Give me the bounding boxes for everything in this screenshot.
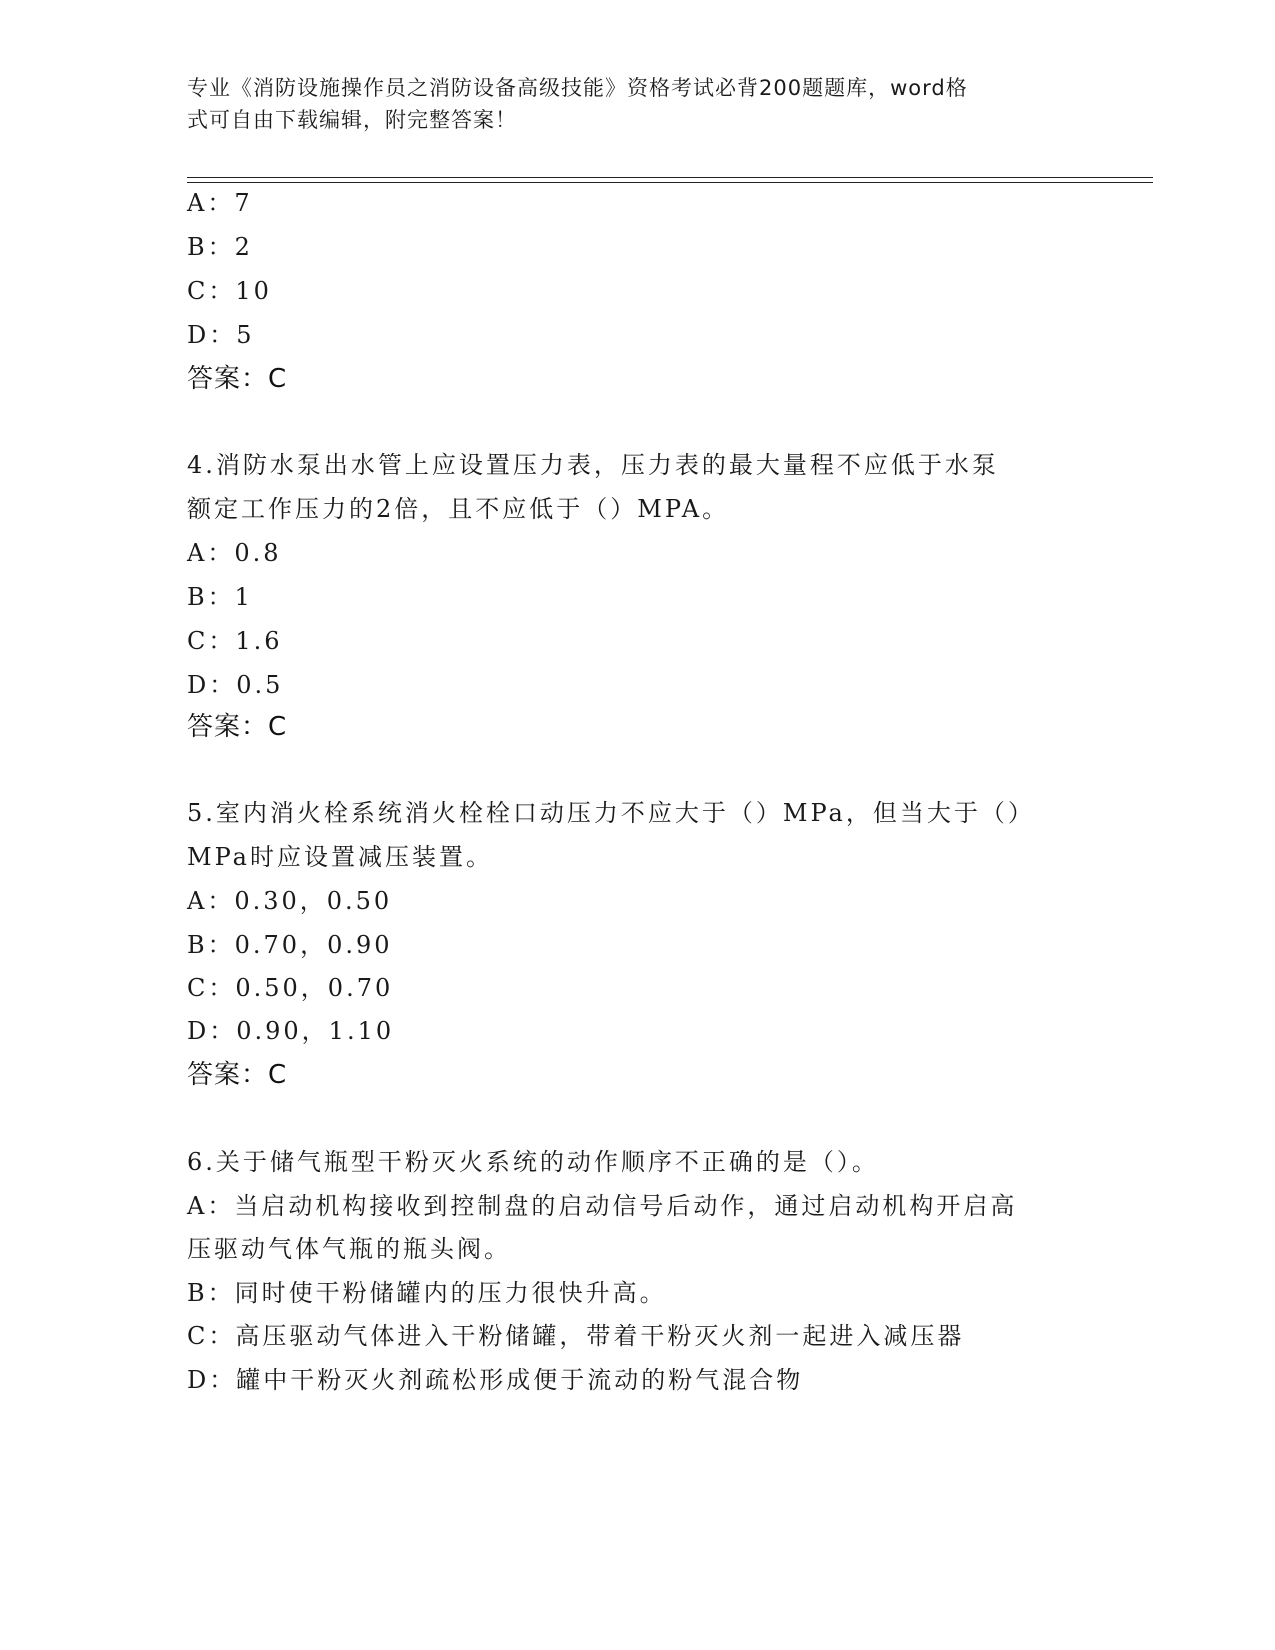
header-line-2: 式可自由下载编辑，附完整答案！: [187, 108, 517, 132]
q3-answer: 答案：C: [187, 364, 288, 394]
header-divider-bottom: [187, 182, 1153, 183]
q3-option-d: D：5: [187, 321, 255, 349]
q5-option-d: D：0.90，1.10: [187, 1017, 395, 1045]
q6-option-d: D：罐中干粉灭火剂疏松形成便于流动的粉气混合物: [187, 1366, 804, 1394]
q3-option-b: B：2: [187, 233, 253, 261]
q4-stem-line-2: 额定工作压力的2倍，且不应低于（）MPA。: [187, 495, 730, 523]
q5-option-b: B：0.70，0.90: [187, 931, 393, 959]
q6-option-b: B：同时使干粉储罐内的压力很快升高。: [187, 1279, 667, 1307]
q5-stem-line-2: MPa时应设置减压装置。: [187, 843, 493, 871]
q3-option-a: A：7: [187, 189, 253, 217]
q4-option-d: D：0.5: [187, 671, 284, 699]
q5-stem-line-1: 5.室内消火栓系统消火栓栓口动压力不应大于（）MPa，但当大于（）: [187, 799, 1035, 827]
q6-option-a-line-1: A：当启动机构接收到控制盘的启动信号后动作，通过启动机构开启高: [187, 1192, 1018, 1220]
header-line-1: 专业《消防设施操作员之消防设备高级技能》资格考试必背200题题库，word格: [187, 76, 968, 100]
q5-option-c: C：0.50，0.70: [187, 974, 394, 1002]
q5-option-a: A：0.30，0.50: [187, 887, 393, 915]
q4-option-b: B：1: [187, 583, 253, 611]
q5-answer: 答案：C: [187, 1060, 288, 1090]
q4-stem-line-1: 4.消防水泵出水管上应设置压力表，压力表的最大量程不应低于水泵: [187, 451, 999, 479]
q4-answer: 答案：C: [187, 712, 288, 742]
q6-stem-line-1: 6.关于储气瓶型干粉灭火系统的动作顺序不正确的是（）。: [187, 1148, 879, 1176]
q4-option-a: A：0.8: [187, 539, 282, 567]
document-header: [187, 72, 1067, 136]
q3-option-c: C：10: [187, 277, 272, 305]
q6-option-a-line-2: 压驱动气体气瓶的瓶头阀。: [187, 1235, 511, 1263]
q6-option-c: C：高压驱动气体进入干粉储罐，带着干粉灭火剂一起进入减压器: [187, 1322, 965, 1350]
header-divider-top: [187, 177, 1153, 178]
q4-option-c: C：1.6: [187, 627, 283, 655]
